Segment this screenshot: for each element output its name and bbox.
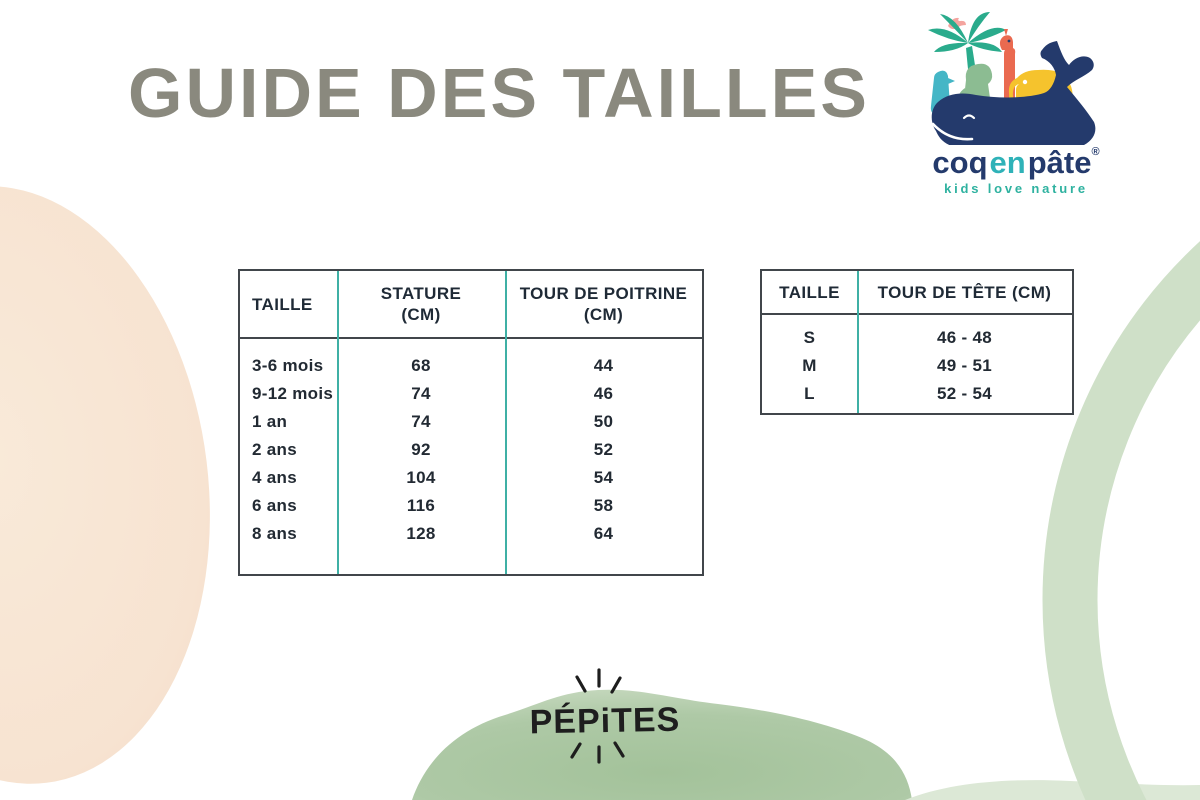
table-row: 4 ans 104 54	[252, 468, 614, 487]
brand-name-en: en	[989, 145, 1026, 180]
elephant-eye	[1023, 80, 1027, 84]
table-row: 6 ans 116 58	[252, 496, 614, 515]
pepites-logo	[520, 645, 690, 785]
brand-logo-illustration	[916, 10, 1116, 145]
clothing-size-table-header	[240, 271, 702, 339]
head-size-table	[760, 269, 1074, 415]
column-divider	[337, 271, 339, 574]
page-title: GUIDE DES TAILLES	[128, 54, 870, 132]
table-row: 2 ans 92 52	[252, 440, 614, 459]
table-row: 9-12 mois 74 46	[252, 384, 614, 403]
head-size-table-body	[762, 315, 1072, 408]
table-row: M 49 - 51	[802, 356, 993, 375]
column-header-stature: STATURE (CM)	[380, 284, 462, 324]
table-row: 1 an 74 50	[252, 412, 614, 431]
table-row: S 46 - 48	[803, 328, 993, 347]
head-size-table-header	[762, 271, 1072, 315]
column-divider	[857, 271, 859, 413]
column-header-tete: TOUR DE TÊTE (CM)	[877, 282, 1052, 302]
column-divider	[505, 271, 507, 574]
brand-name	[913, 147, 1119, 178]
table-row: L 52 - 54	[804, 384, 993, 403]
watercolor-arc-green	[1070, 140, 1200, 800]
clothing-size-table-body	[240, 339, 702, 548]
brand-logo	[913, 10, 1119, 196]
watercolor-blob-peach	[0, 163, 243, 800]
brand-name-coq: coq	[932, 145, 988, 180]
brand-tagline: kids love nature	[944, 181, 1088, 196]
table-row: 3-6 mois 68 44	[252, 356, 614, 375]
brand-name-pate: pâte	[1027, 145, 1092, 180]
registered-mark: ®	[1091, 146, 1100, 158]
table-row: 8 ans 128 64	[252, 524, 614, 543]
column-header-taille: TAILLE	[252, 294, 313, 314]
column-header-poitrine: TOUR DE POITRINE (CM)	[519, 284, 688, 324]
pepites-wordmark: PÉPiTES	[529, 700, 681, 742]
clothing-size-table	[238, 269, 704, 576]
column-header-taille: TAILLE	[779, 282, 840, 302]
watercolor-strip-green	[905, 780, 1200, 800]
